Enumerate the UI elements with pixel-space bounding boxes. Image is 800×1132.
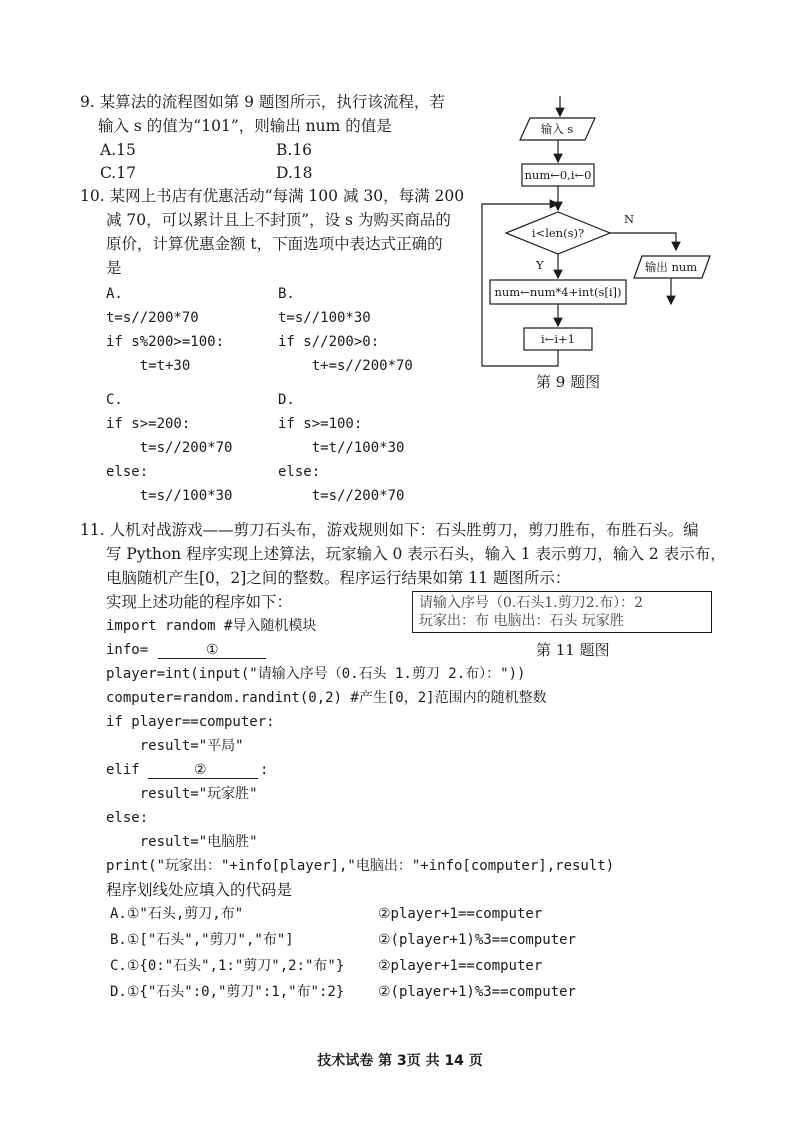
q10-d-label: D. <box>278 392 295 408</box>
q11-code2: info= <box>106 642 149 658</box>
q11-code7: elif <box>106 762 140 778</box>
q11-blank2 <box>148 760 258 779</box>
q9-option-b: B.16 <box>276 141 313 159</box>
q10-b-code1: t=s//100*30 <box>278 310 371 326</box>
flowchart-caption: 第 9 题图 <box>536 373 601 391</box>
flow-process-text: num←num*4+int(s[i]) <box>494 285 622 299</box>
q10-d-code2: t=t//100*30 <box>278 440 405 456</box>
q11-line2: 写 Python 程序实现上述算法，玩家输入 0 表示石头，输入 1 表示剪刀，输入 2 表示布， <box>106 545 726 563</box>
q10-d-code4: t=s//200*70 <box>278 488 405 504</box>
q11-code4: computer=random.randint(0,2) #产生[0，2]范围内的随机整数 <box>106 690 547 706</box>
q11-code10: result="电脑胜" <box>106 834 258 850</box>
q11-output-line2: 玩家出：布 电脑出：石头 玩家胜 <box>419 613 624 629</box>
flow-decision-text: i<len(s)? <box>531 226 585 240</box>
q11-blank1-mark: ① <box>206 642 219 658</box>
q10-line1: 10. 某网上书店有优惠活动“每满 100 减 30，每满 200 <box>80 187 465 205</box>
flow-output-text: 输出 num <box>644 260 698 274</box>
q10-c-code3: else: <box>106 464 149 480</box>
q11-option-d-part1: D.①{"石头":0,"剪刀":1,"布":2} <box>110 984 345 1000</box>
q11-option-d-part2: ②(player+1)%3==computer <box>378 984 576 1000</box>
q11-code5: if player==computer: <box>106 714 275 730</box>
q10-line4: 是 <box>106 259 122 277</box>
q11-line1: 11. 人机对战游戏——剪刀石头布，游戏规则如下：石头胜剪刀，剪刀胜布，布胜石头。编 <box>80 521 699 539</box>
q10-b-code3: t+=s//200*70 <box>278 358 413 374</box>
q11-code1: import random #导入随机模块 <box>106 618 317 634</box>
q11-option-c-part1: C.①{0:"石头",1:"剪刀",2:"布"} <box>110 958 345 974</box>
q10-c-code4: t=s//100*30 <box>106 488 233 504</box>
page-footer: 技术试卷 第 3页 共 14 页 <box>317 1053 483 1069</box>
q11-code3: player=int(input("请输入序号（0.石头 1.剪刀 2.布）：")) <box>106 666 526 682</box>
q11-code8: result="玩家胜" <box>106 786 258 802</box>
q10-line2: 减 70，可以累计且上不封顶”，设 s 为购买商品的 <box>106 211 451 229</box>
q10-c-label: C. <box>106 392 123 408</box>
q11-option-a-part2: ②player+1==computer <box>378 906 543 922</box>
q11-blank2-mark: ② <box>194 762 207 778</box>
flow-increment-text: i←i+1 <box>541 332 575 346</box>
flow-init-text: num←0,i←0 <box>524 168 592 182</box>
q11-code6: result="平局" <box>106 738 244 754</box>
q11-caption: 第 11 题图 <box>536 641 610 659</box>
q10-c-code2: t=s//200*70 <box>106 440 233 456</box>
q11-output-line1: 请输入序号（0.石头1.剪刀2.布）：2 <box>419 595 643 611</box>
q10-b-label: B. <box>278 286 295 302</box>
q10-b-code2: if s//200>0: <box>278 334 380 350</box>
q10-c-code1: if s>=200: <box>106 416 191 432</box>
q9-option-c: C.17 <box>100 164 136 182</box>
q10-line3: 原价，计算优惠金额 t，下面选项中表达式正确的 <box>106 235 443 253</box>
flow-yes-label: Y <box>536 258 544 272</box>
q10-d-code3: else: <box>278 464 321 480</box>
q11-output-box <box>412 591 712 633</box>
q11-code11: print("玩家出："+info[player],"电脑出："+info[computer],result) <box>106 858 615 874</box>
q11-code7-colon: : <box>260 762 269 778</box>
q11-code9: else: <box>106 810 149 826</box>
flow-arrow-no <box>610 233 676 250</box>
q11-option-b-part1: B.①["石头","剪刀","布"] <box>110 932 294 948</box>
q11-option-c-part2: ②player+1==computer <box>378 958 543 974</box>
flow-no-label: N <box>624 212 635 226</box>
q11-option-a-part1: A.①"石头,剪刀,布" <box>110 906 244 922</box>
q10-d-code1: if s>=100: <box>278 416 363 432</box>
q10-a-code3: t=t+30 <box>106 358 191 374</box>
flow-input-text: 输入 s <box>540 122 574 136</box>
q11-question: 程序划线处应填入的代码是 <box>106 881 293 899</box>
q11-intro: 实现上述功能的程序如下： <box>106 593 293 611</box>
q11-option-b-part2: ②(player+1)%3==computer <box>378 932 576 948</box>
q10-a-code1: t=s//200*70 <box>106 310 199 326</box>
q9-option-a: A.15 <box>100 141 136 159</box>
q10-a-label: A. <box>106 286 123 302</box>
q11-line3: 电脑随机产生[0，2]之间的整数。程序运行结果如第 11 题图所示： <box>106 569 571 587</box>
q9-option-d: D.18 <box>276 164 313 182</box>
q11-blank1 <box>158 640 266 659</box>
q9-line2: 输入 s 的值为“101”，则输出 num 的值是 <box>98 117 392 135</box>
q10-a-code2: if s%200>=100: <box>106 334 225 350</box>
q9-line1: 9. 某算法的流程图如第 9 题图所示，执行该流程，若 <box>80 93 445 111</box>
flowchart-q9 <box>470 90 730 390</box>
